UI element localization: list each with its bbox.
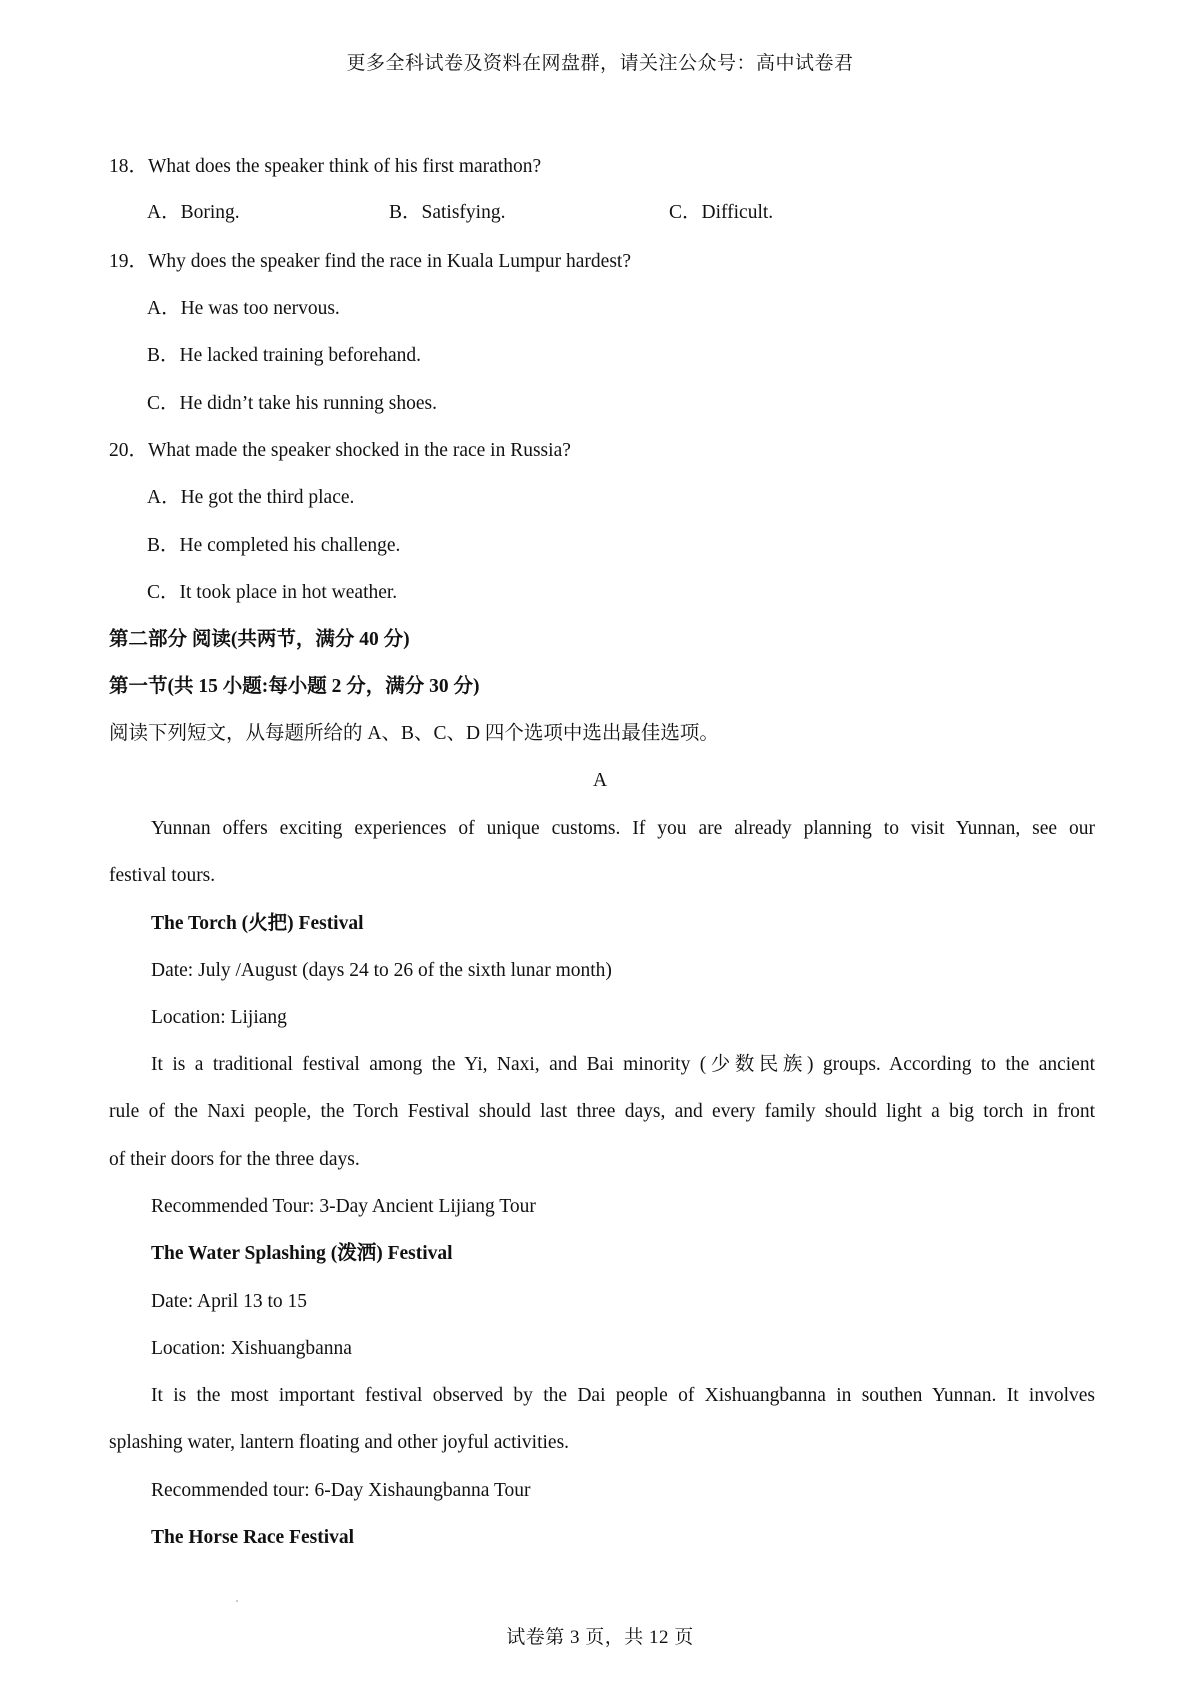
- water-festival-date: Date: April 13 to 15: [151, 1291, 307, 1312]
- torch-festival-location: Location: Lijiang: [151, 1007, 287, 1028]
- q19-option-b: B．He lacked training beforehand.: [147, 345, 421, 366]
- section1-title: 第一节(共 15 小题:每小题 2 分，满分 30 分): [109, 676, 480, 697]
- torch-desc-line-1: It is a traditional festival among the Yi, Naxi, and Bai minority (少数民族) groups. According to the ancient: [151, 1054, 1095, 1075]
- question-20: 20．What made the speaker shocked in the race in Russia?: [109, 440, 571, 461]
- question-18: 18．What does the speaker think of his first marathon?: [109, 156, 542, 177]
- q19-option-a: A．He was too nervous.: [147, 298, 340, 319]
- q18-option-c: C．Difficult.: [669, 202, 774, 223]
- page-header: 更多全科试卷及资料在网盘群，请关注公众号：高中试卷君: [346, 53, 854, 74]
- water-desc-line-1: It is the most important festival observed by the Dai people of Xishuangbanna in southen Yunnan. It involves: [151, 1385, 1095, 1406]
- torch-festival-date: Date: July /August (days 24 to 26 of the sixth lunar month): [151, 960, 612, 981]
- torch-festival-title: The Torch (火把) Festival: [151, 913, 364, 934]
- torch-desc-line-2: rule of the Naxi people, the Torch Festival should last three days, and every family should light a big torch in front: [109, 1101, 1095, 1122]
- q18-option-b: B．Satisfying.: [389, 202, 506, 223]
- horse-festival-title: The Horse Race Festival: [151, 1527, 355, 1548]
- q20-option-b: B．He completed his challenge.: [147, 535, 401, 556]
- scan-speck: [236, 1600, 238, 1602]
- question-19: 19．Why does the speaker find the race in Kuala Lumpur hardest?: [109, 251, 631, 272]
- page-footer: 试卷第 3 页，共 12 页: [506, 1627, 694, 1648]
- passage-label: A: [592, 770, 608, 791]
- water-festival-location: Location: Xishuangbanna: [151, 1338, 352, 1359]
- q20-option-a: A．He got the third place.: [147, 487, 355, 508]
- part2-title: 第二部分 阅读(共两节，满分 40 分): [109, 629, 410, 650]
- intro-line-2: festival tours.: [109, 865, 216, 886]
- instruction-text: 阅读下列短文，从每题所给的 A、B、C、D 四个选项中选出最佳选项。: [109, 723, 719, 744]
- water-desc-line-2: splashing water, lantern floating and other joyful activities.: [109, 1432, 570, 1453]
- q18-option-a: A．Boring.: [147, 202, 240, 223]
- torch-desc-line-3: of their doors for the three days.: [109, 1149, 360, 1170]
- q20-option-c: C．It took place in hot weather.: [147, 582, 398, 603]
- torch-recommended-tour: Recommended Tour: 3-Day Ancient Lijiang Tour: [151, 1196, 536, 1217]
- water-festival-title: The Water Splashing (泼洒) Festival: [151, 1243, 453, 1264]
- q19-option-c: C．He didn’t take his running shoes.: [147, 393, 437, 414]
- water-recommended-tour: Recommended tour: 6-Day Xishaungbanna Tour: [151, 1480, 531, 1501]
- intro-line-1: Yunnan offers exciting experiences of unique customs. If you are already planning to visit Yunnan, see our: [151, 818, 1095, 839]
